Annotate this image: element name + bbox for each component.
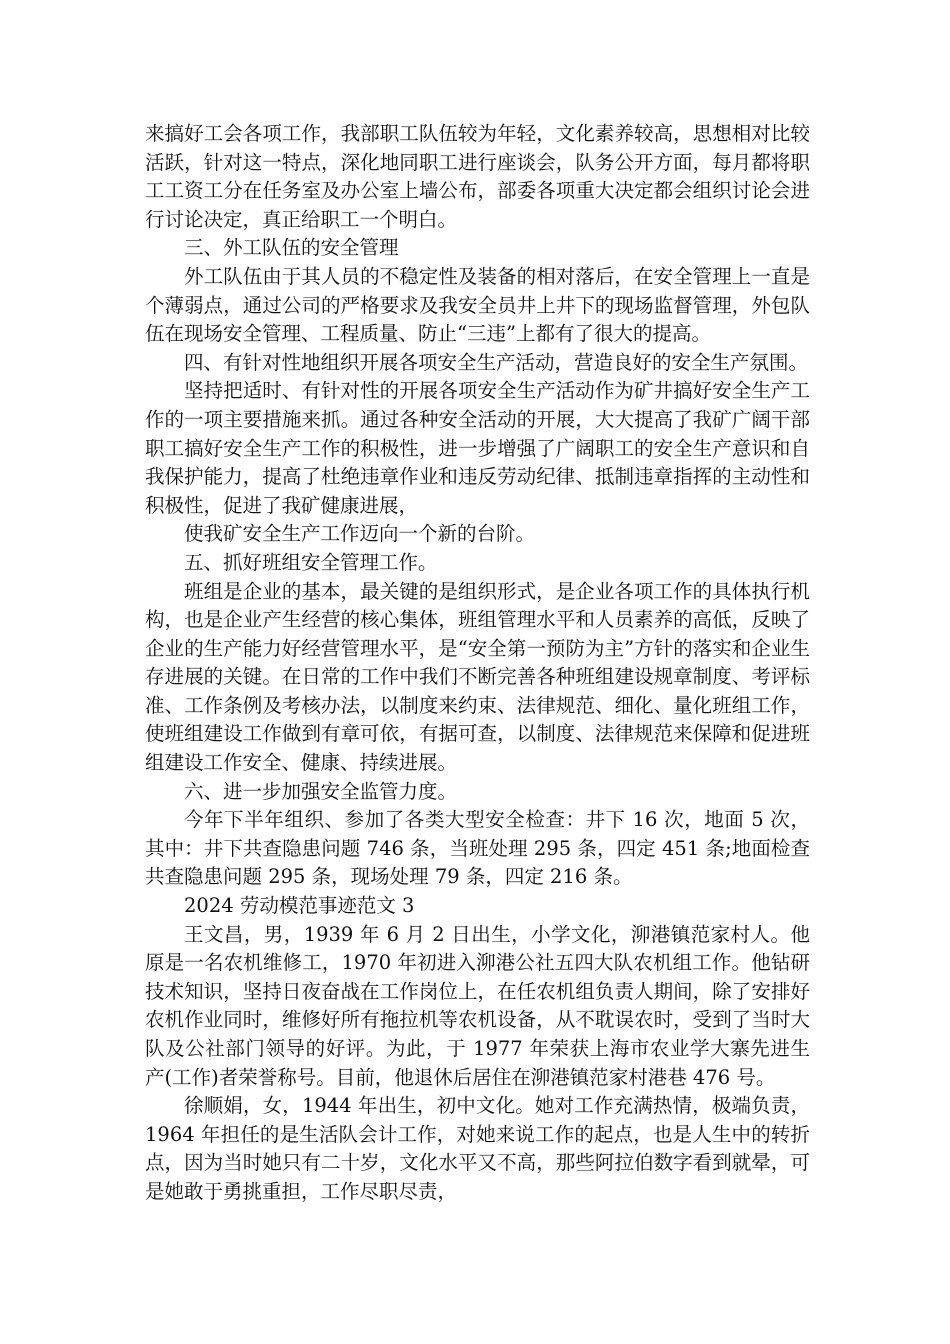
document-paragraph: 今年下半年组织、参加了各类大型安全检查：井下 16 次，地面 5 次，其中：井下共查隐患问题 746 条，当班处理 295 条，四定 451 条;地面检查共查隐患问题 295 条，现场处理 79 条，四定 216 条。: [145, 808, 810, 889]
section-heading-6: 六、进一步加强安全监管力度。: [184, 779, 458, 803]
document-paragraph: 来搞好工会各项工作，我部职工队伍较为年轻，文化素养较高，思想相对比较活跃，针对这一特点，深化地同职工进行座谈会，队务公开方面，每月都将职工工资工分在任务室及办公室上墙公布，部委各项重大决定都会组织讨论会进行讨论决定，真正给职工一个明白。: [145, 122, 810, 231]
document-paragraph: 坚持把适时、有针对性的开展各项安全生产活动作为矿井搞好安全生产工作的一项主要措施来抓。通过各种安全活动的开展，大大提高了我矿广阔干部职工搞好安全生产工作的积极性，进一步增强了广阔职工的安全生产意识和自我保护能力，提高了杜绝违章作业和违反劳动纪律、抵制违章指挥的主动性和积极性，促进了我矿健康进展，: [145, 379, 810, 517]
document-paragraph: 使我矿安全生产工作迈向一个新的台阶。: [184, 522, 536, 546]
document-paragraph: 徐顺娟，女，1944 年出生，初中文化。她对工作充满热情，极端负责，1964 年担任的是生活队会计工作，对她来说工作的起点，也是人生中的转折点，因为当时她只有二十岁，文化水平又不高，那些阿拉伯数字看到就晕，可是她敢于勇挑重担，工作尽职尽责，: [145, 1094, 810, 1203]
section-heading-5: 五、抓好班组安全管理工作。: [184, 550, 438, 574]
section-heading-4: 四、有针对性地组织开展各项安全生产活动，营造良好的安全生产氛围。: [184, 350, 809, 374]
article-title: 2024 劳动模范事迹范文 3: [184, 894, 415, 918]
section-heading-3: 三、外工队伍的安全管理: [184, 236, 399, 260]
document-paragraph: 外工队伍由于其人员的不稳定性及装备的相对落后，在安全管理上一直是个薄弱点，通过公司的严格要求及我安全员井上井下的现场监督管理，外包队伍在现场安全管理、工程质量、防止“三违”上都有了很大的提高。: [145, 264, 810, 346]
document-page: [145, 120, 810, 1207]
document-paragraph: 班组是企业的基本，最关键的是组织形式，是企业各项工作的具体执行机构，也是企业产生经营的核心集体，班组管理水平和人员素养的高低，反映了企业的生产能力好经营管理水平，是“安全第一预防为主”方针的落实和企业生存进展的关键。在日常的工作中我们不断完善各种班组建设规章制度、考评标准、工作条例及考核办法，以制度来约束、法律规范、细化、量化班组工作，使班组建设工作做到有章可依，有据可查，以制度、法律规范来保障和促进班组建设工作安全、健康、持续进展。: [145, 579, 810, 775]
document-paragraph: 王文昌，男，1939 年 6 月 2 日出生，小学文化，泖港镇范家村人。他原是一名农机维修工，1970 年初进入泖港公社五四大队农机组工作。他钻研技术知识，坚持日夜奋战在工作岗位上，在任农机组负责人期间，除了安排好农机作业同时，维修好所有拖拉机等农机设备，从不耽误农时，受到了当时大队及公社部门领导的好评。为此，于 1977 年荣获上海市农业学大寨先进生产(工作)者荣誉称号。目前，他退休后居住在泖港镇范家村港巷 476 号。: [145, 922, 810, 1089]
